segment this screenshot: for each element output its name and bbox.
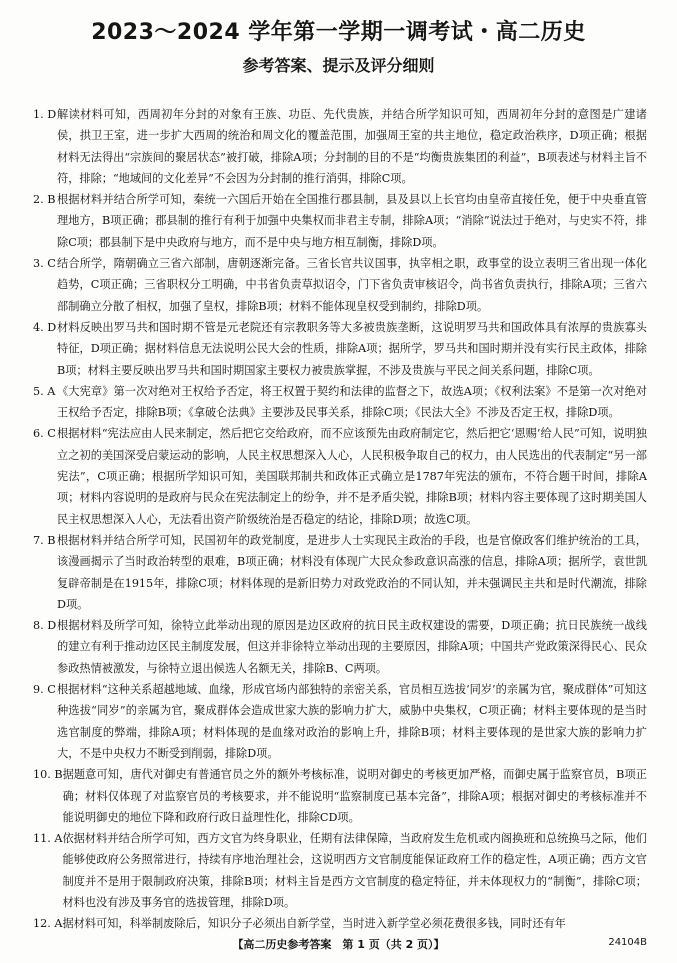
answer-explanation: 根据材料及所学可知，徐特立此举动出现的原因是边区政府的抗日民主政权建设的需要，D项正确；抗日民族统一战线的建立有利于推动边区民主制度发展，但这并非徐特立举动出现的主要原因，排除A项；中国共产党政策深得民心、民众参政热情被激发，与徐特立退出候选人名额无关，排除B、C两项。: [57, 619, 647, 675]
answer-item: [33, 913, 647, 934]
page-title: 2023～2024 学年第一学期一调考试・高二历史: [91, 20, 586, 45]
answer-number: 9. C: [33, 683, 56, 697]
page-footer: 【高二历史参考答案 第 1 页（共 2 页）】: [232, 938, 445, 951]
answer-item: [33, 764, 647, 828]
answer-explanation: 根据材料并结合所学可知，秦统一六国后开始在全国推行郡县制，县及县以上长官均由皇帝直接任免，便于中央垂直管理地方，B项正确；郡县制的推行有利于加强中央集权而非君主专制，排除A项；“消除”说法过于绝对，与史实不符，排除C项；郡县制下是中央政府与地方，而不是中央与地方相互制衡，排除D项。: [57, 193, 647, 249]
answer-number: 6. C: [33, 427, 56, 441]
answer-number: 3. C: [33, 257, 56, 271]
answer-explanation: 根据材料“这种关系超越地域、血缘，形成官场内部独特的亲密关系，官员相互选拔‘同岁’的亲属为官，聚成群体”可知这种选拔“同岁”的亲属为官，聚成群体会造成世家大族的影响力扩大，威胁中央集权，C项正确；材料主要体现的是当时选官制度的弊端，排除A项；材料体现的是血缘对政治的影响上升，排除B项；材料主要体现的是世家大族的影响力扩大，不是中央权力不断受到削弱，排除D项。: [57, 683, 647, 760]
answer-explanation: 根据材料“宪法应由人民来制定，然后把它交给政府，而不应该预先由政府制定它，然后把它‘恩赐’给人民”可知，说明独立之初的美国深受启蒙运动的影响，人民主权思想深入人心，人民积极争取自己的权力，由人民选出的代表制定“另一部宪法”，C项正确；根据所学知识可知，美国联邦制共和政体正式确立是1787年宪法的颁布，不符合题干时间，排除A项；材料内容说明的是政府与民众在宪法制定上的纷争，并不是矛盾尖锐，排除B项；材料内容主要体现了这时期美国人民主权思想深入人心，无法看出资产阶级统治是否稳定的结论，排除D项；故选C项。: [57, 427, 647, 526]
answer-explanation: 依据材料并结合所学可知，西方文官为终身职业，任期有法律保障，当政府发生危机或内阁换班和总统换马之际，他们能够使政府公务照常进行，持续有序地治理社会，这说明西方文官制度能保证政府工作的稳定性，A项正确；西方文官制度并不是用于限制政府决策，排除B项；材料主旨是西方文官制度的稳定特征，并未体现权力的“制衡”，排除C项；材料也没有涉及事务官的选拔管理，排除D项。: [62, 832, 647, 909]
answer-item: [33, 423, 647, 529]
answer-explanation: 解读材料可知，西周初年分封的对象有王族、功臣、先代贵族，并结合所学知识可知，西周初年分封的意图是广建诸侯，拱卫王室，进一步扩大西周的统治和周文化的覆盖范围，加强周王室的共主地位，稳定政治秩序，D项正确；根据材料无法得出“宗族间的聚居状态”被打破，排除A项；分封制的目的不是“均衡贵族集团的利益”，B项表述与材料主旨不符，排除；“地域间的文化差异”不会因为分封制的推行消弭，排除C项。: [57, 108, 647, 185]
answer-explanation: 据材料可知，科举制废除后，知识分子必须出自新学堂，当时进入新学堂必须花费很多钱，同时还有年: [62, 917, 566, 931]
answer-item: [33, 253, 647, 317]
answer-item: [33, 381, 647, 424]
answer-explanation: 《大宪章》第一次对绝对王权给予否定，将王权置于契约和法律的监督之下，故选A项；《权利法案》不是第一次对绝对王权给予否定，排除B项；《拿破仑法典》主要涉及民事关系，排除C项；《民法大全》不涉及否定王权，排除D项。: [57, 384, 647, 420]
answer-item: [33, 530, 647, 615]
answer-number: 4. D: [33, 320, 57, 334]
answer-number: 7. B: [33, 533, 56, 547]
answer-explanation: 结合所学，隋朝确立三省六部制，唐朝逐渐完备。三省长官共议国事，执宰相之职，政事堂的设立表明三省出现一体化趋势，C项正确；三省职权分工明确，中书省负责草拟诏令，门下省负责审核诏令，尚书省负责执行，排除A项；三省六部制确立分散了相权，加强了皇权，排除B项；材料不能体现皇权受到制约，排除D项。: [57, 257, 647, 313]
answer-number: 10. B: [33, 768, 63, 782]
answer-explanation: 根据材料并结合所学可知，民国初年的政党制度，是进步人士实现民主政治的手段，也是官僚政客们维护统治的工具，该漫画揭示了当时政治转型的艰难，B项正确；材料没有体现广大民众参政意识高涨的信息，排除A项；据所学，袁世凯复辟帝制是在1915年，排除C项；材料体现的是新旧势力对政党政治的不同认知，并未强调民主共和是时代潮流，排除D项。: [57, 533, 647, 611]
answer-number: 2. B: [33, 193, 56, 207]
answer-number: 1. D: [33, 108, 57, 121]
answer-explanation: 材料反映出罗马共和国时期不管是元老院还有宗教职务等大多被贵族垄断，这说明罗马共和国政体具有浓厚的贵族寡头特征，D项正确；据材料信息无法说明公民大会的性质，排除A项；据所学，罗马共和国时期并没有实行民主政体，排除B项；材料主要反映出罗马共和国时期国家主要权力被贵族掌握，不涉及贵族与平民之间关系问题，排除C项。: [57, 320, 647, 377]
answer-item: [33, 317, 647, 381]
document-code: 24104B: [608, 937, 647, 948]
answer-item: [33, 679, 647, 764]
answer-item: [33, 104, 647, 189]
answer-number: 8. D: [33, 619, 57, 633]
answer-item: [33, 828, 647, 913]
answer-list: [33, 104, 647, 935]
answer-number: 11. A: [33, 832, 63, 846]
answer-item: [33, 189, 647, 253]
page-subtitle: 参考答案、提示及评分细则: [242, 56, 435, 75]
answer-number: 5. A: [33, 384, 56, 398]
answer-explanation: 据题意可知，唐代对御史有普通官员之外的额外考核标准，说明对御史的考核更加严格，而御史属于监察官员，B项正确；材料仅体现了对监察官员的考核要求，并不能说明“监察制度已基本完备”，排除A项；根据对御史的考核标准并不能说明御史的地位下降和政府行政日益理性化，排除CD项。: [62, 768, 647, 824]
answer-item: [33, 615, 647, 679]
answer-number: 12. A: [33, 917, 63, 931]
